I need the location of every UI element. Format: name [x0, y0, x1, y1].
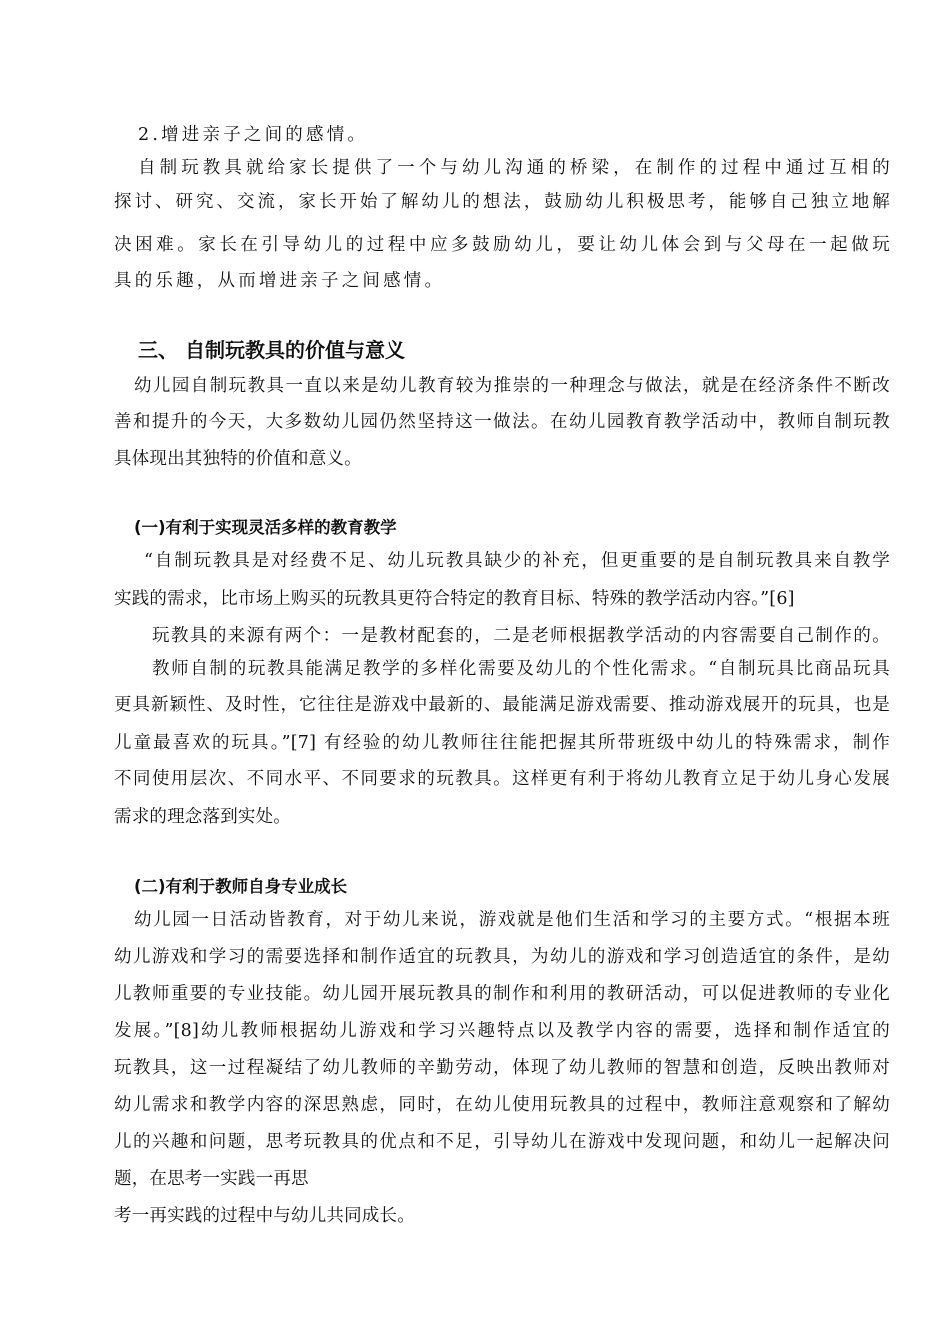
paragraph-line: 不同使用层次、不同水平、不同要求的玩教具。这样更有利于将幼儿教育立足于幼儿身心发展	[114, 769, 890, 789]
subsection-heading: (二)有利于教师自身专业成长	[134, 877, 348, 896]
paragraph-line: 题，在思考一实践一再思	[114, 1169, 309, 1189]
paragraph-line: 幼儿需求和教学内容的深思熟虑，同时，在幼儿使用玩教具的过程中，教师注意观察和了解幼	[114, 1095, 890, 1115]
paragraph-line: 决困难。家长在引导幼儿的过程中应多鼓励幼儿，要让幼儿体会到与父母在一起做玩	[114, 235, 890, 255]
paragraph-line: 探讨、研究、交流，家长开始了解幼儿的想法，鼓励幼儿积极思考，能够自己独立地解	[114, 192, 890, 212]
paragraph-line: 需求的理念落到实处。	[114, 807, 291, 827]
subsection-heading: (一)有利于实现灵活多样的教育教学	[134, 518, 397, 537]
paragraph-line: 幼儿游戏和学习的需要选择和制作适宜的玩教具，为幼儿的游戏和学习创造适宜的条件，是幼	[114, 947, 890, 967]
paragraph-line: 儿的兴趣和问题，思考玩教具的优点和不足，引导幼儿在游戏中发现问题，和幼儿一起解决问	[114, 1132, 890, 1152]
paragraph-line: 更具新颖性、及时性，它往往是游戏中最新的、最能满足游戏需要、推动游戏展开的玩具，也是	[114, 695, 890, 715]
paragraph-line: 玩教具，这一过程凝结了幼儿教师的辛勤劳动，体现了幼儿教师的智慧和创造，反映出教师对	[114, 1058, 890, 1078]
paragraph-line: 教师自制的玩教具能满足教学的多样化需要及幼儿的个性化需求。“自制玩具比商品玩具	[152, 659, 890, 679]
paragraph-line: 具体现出其独特的价值和意义。	[114, 449, 362, 469]
paragraph-line: 发展。”[8]幼儿教师根据幼儿游戏和学习兴趣特点以及教学内容的需要，选择和制作适宜的	[114, 1021, 890, 1041]
item-title: 2.增进亲子之间的感情。	[138, 125, 369, 145]
paragraph-line: 儿童最喜欢的玩具。”[7] 有经验的幼儿教师往往能把握其所带班级中幼儿的特殊需求，制作	[114, 733, 890, 753]
paragraph-line: 自制玩教具就给家长提供了一个与幼儿沟通的桥梁，在制作的过程中通过互相的	[138, 158, 890, 178]
paragraph-line: 幼儿园一日活动皆教育，对于幼儿来说，游戏就是他们生活和学习的主要方式。“根据本班	[134, 910, 890, 930]
section-heading: 三、 自制玩教具的价值与意义	[138, 338, 405, 362]
paragraph-line: 玩教具的来源有两个：一是教材配套的，二是老师根据教学活动的内容需要自己制作的。	[152, 626, 890, 646]
paragraph-line: “自制玩教具是对经费不足、幼儿玩教具缺少的补充，但更重要的是自制玩教具来自教学	[144, 551, 890, 571]
paragraph-line: 考一再实践的过程中与幼儿共同成长。	[114, 1206, 415, 1226]
paragraph-line: 具的乐趣，从而增进亲子之间感情。	[114, 271, 446, 291]
paragraph-line: 幼儿园自制玩教具一直以来是幼儿教育较为推崇的一种理念与做法，就是在经济条件不断改	[134, 376, 890, 396]
paragraph-line: 善和提升的今天，大多数幼儿园仍然坚持这一做法。在幼儿园教育教学活动中，教师自制玩教	[114, 412, 890, 432]
paragraph-line: 儿教师重要的专业技能。幼儿园开展玩教具的制作和利用的教研活动，可以促进教师的专业化	[114, 984, 890, 1004]
paragraph-line: 实践的需求，比市场上购买的玩教具更符合特定的教育目标、特殊的教学活动内容。”[6]	[114, 589, 795, 609]
